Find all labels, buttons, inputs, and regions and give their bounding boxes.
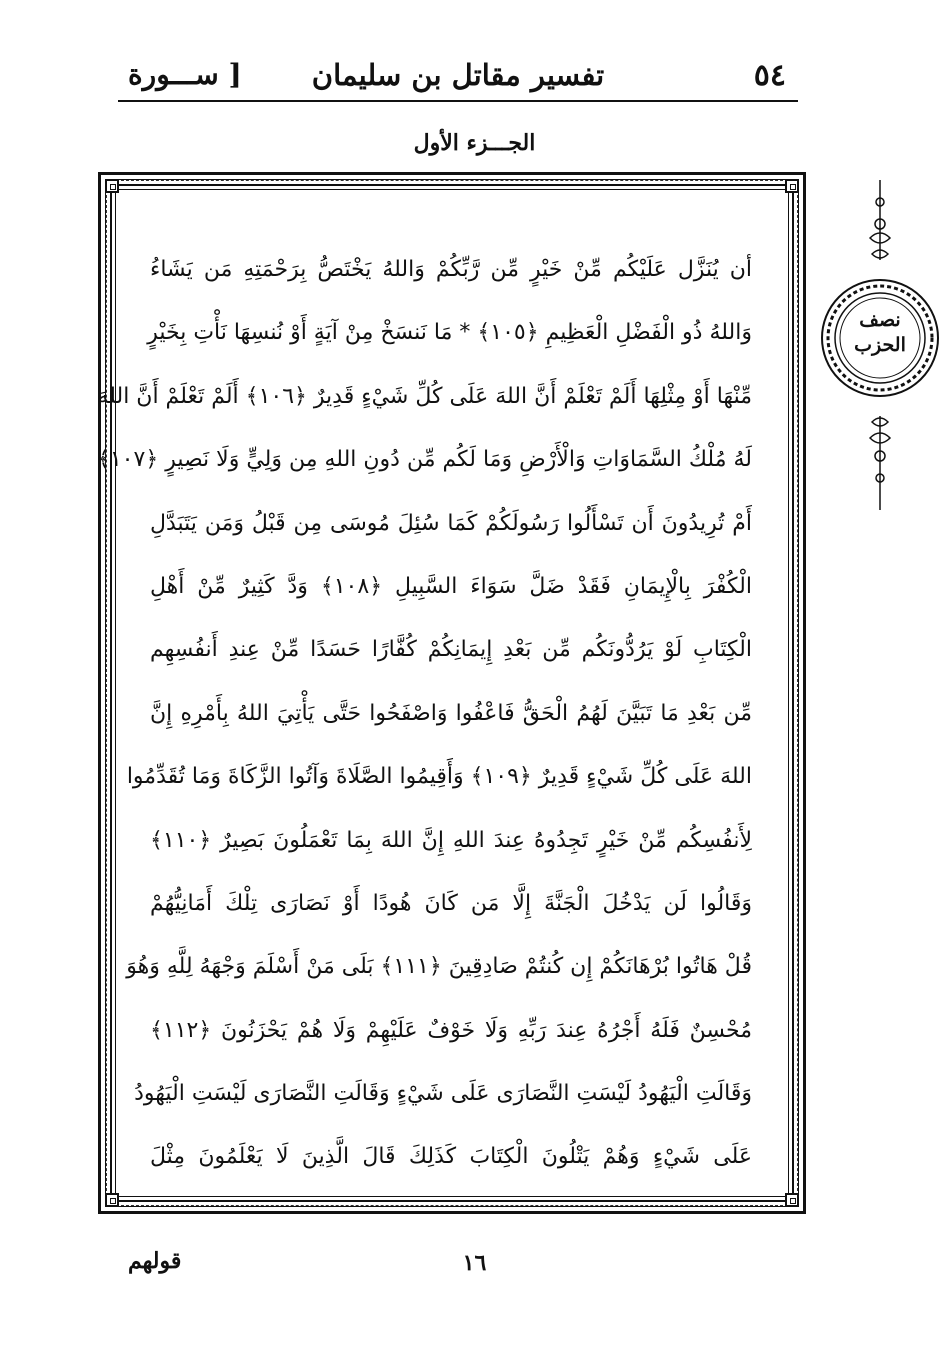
- medallion-label: [844, 308, 916, 358]
- surah-label: [ ســـورة: [128, 58, 242, 91]
- running-header: [118, 52, 798, 98]
- frame-corner-ornament: [105, 179, 119, 193]
- verse-line: مُحْسِنٌ فَلَهُ أَجْرُهُ عِندَ رَبِّهِ وَلَا خَوْفٌ عَلَيْهِمْ وَلَا هُمْ يَحْزَنُونَ ﴿١١٢﴾: [150, 1017, 752, 1043]
- verse-line: أن يُنَزَّل عَلَيْكُم مِّنْ خَيْرٍ مِّن رَّبِّكُمْ وَاللهُ يَخْتَصُّ بِرَحْمَتِهِ مَن يَشَاءُ: [150, 257, 752, 282]
- quran-text-block: [96, 238, 752, 1189]
- verse-line: الْكِتَابِ لَوْ يَرُدُّونَكُم مِّن بَعْدِ إِيمَانِكُمْ كُفَّارًا حَسَدًا مِّنْ عِندِ أَنفُسِهِم: [150, 637, 752, 663]
- header-rule: [118, 100, 798, 102]
- hizb-medallion: [820, 180, 940, 510]
- book-title: تفسير مقاتل بن سليمان: [311, 58, 605, 92]
- verse-line: أَمْ تُرِيدُونَ أَن تَسْأَلُوا رَسُولَكُمْ كَمَا سُئِلَ مُوسَى مِن قَبْلُ وَمَن يَتَبَدَّلِ: [150, 510, 752, 536]
- frame-corner-ornament: [785, 1193, 799, 1207]
- signature-number: ١٦: [462, 1250, 487, 1276]
- page-number: ٥٤: [753, 58, 786, 93]
- verse-line: وَقَالَتِ الْيَهُودُ لَيْسَتِ النَّصَارَى عَلَى شَيْءٍ وَقَالَتِ النَّصَارَى لَيْسَتِ الْيَهُودُ: [134, 1081, 752, 1107]
- verse-line: مِّن بَعْدِ مَا تَبَيَّنَ لَهُمُ الْحَقُّ فَاعْفُوا وَاصْفَحُوا حَتَّى يَأْتِيَ اللهُ بِأَمْرِهِ إِنَّ: [150, 700, 752, 726]
- verse-line: اللهَ عَلَى كُلِّ شَيْءٍ قَدِيرٌ ﴿١٠٩﴾ وَأَقِيمُوا الصَّلَاةَ وَآتُوا الزَّكَاةَ وَمَا تُقَدِّمُوا: [126, 764, 752, 790]
- verse-line: وَقَالُوا لَن يَدْخُلَ الْجَنَّةَ إِلَّا مَن كَانَ هُودًا أَوْ نَصَارَى تِلْكَ أَمَانِيُّهُمْ: [150, 890, 752, 916]
- catchword: قولهم: [128, 1248, 182, 1274]
- verse-line: قُلْ هَاتُوا بُرْهَانَكُمْ إِن كُنتُمْ صَادِقِينَ ﴿١١١﴾ بَلَى مَنْ أَسْلَمَ وَجْهَهُ لِلَّهِ وَهُوَ: [126, 954, 752, 980]
- verse-line: وَاللهُ ذُو الْفَضْلِ الْعَظِيمِ ﴿١٠٥﴾ * مَا نَنسَخْ مِنْ آيَةٍ أَوْ نُنسِهَا نَأْتِ بِخَيْرٍ: [147, 320, 752, 346]
- part-label: الجـــزء الأول: [413, 130, 536, 156]
- verse-line: لَهُ مُلْكُ السَّمَاوَاتِ وَالْأَرْضِ وَمَا لَكُم مِّن دُونِ اللهِ مِن وَلِيٍّ وَلَا نَصِيرٍ ﴿١٠٧﴾: [96, 447, 752, 473]
- verse-line: عَلَى شَيْءٍ وَهُمْ يَتْلُونَ الْكِتَابَ كَذَلِكَ قَالَ الَّذِينَ لَا يَعْلَمُونَ مِثْلَ: [150, 1144, 752, 1170]
- verse-line: لِأَنفُسِكُم مِّنْ خَيْرٍ تَجِدُوهُ عِندَ اللهِ إِنَّ اللهَ بِمَا تَعْمَلُونَ بَصِيرٌ ﴿١١٠﴾: [150, 827, 752, 853]
- medallion-line-2: الحزب: [854, 334, 906, 356]
- frame-corner-ornament: [785, 179, 799, 193]
- medallion-line-1: نصف: [859, 309, 901, 331]
- verse-line: الْكُفْرَ بِالْإِيمَانِ فَقَدْ ضَلَّ سَوَاءَ السَّبِيلِ ﴿١٠٨﴾ وَدَّ كَثِيرٌ مِّنْ أَهْلِ: [150, 573, 752, 599]
- verse-line: مِّنْهَا أَوْ مِثْلِهَا أَلَمْ تَعْلَمْ أَنَّ اللهَ عَلَى كُلِّ شَيْءٍ قَدِيرٌ ﴿١٠٦﴾ أَلَمْ تَعْلَمْ أَنَّ اللهَ: [97, 383, 752, 409]
- frame-corner-ornament: [105, 1193, 119, 1207]
